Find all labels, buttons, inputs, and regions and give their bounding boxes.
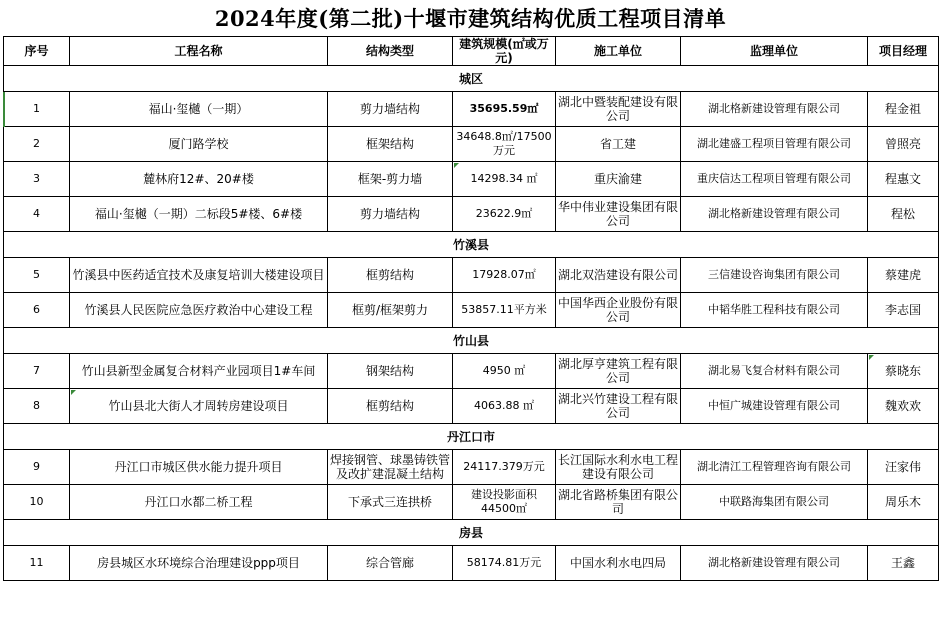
table-row: [4, 354, 939, 389]
cell-manager[interactable]: 周乐木: [868, 485, 939, 520]
cell-builder[interactable]: 湖北兴竹建设工程有限公司: [556, 389, 681, 424]
cell-builder[interactable]: 省工建: [556, 127, 681, 162]
cell-builder[interactable]: 中国华西企业股份有限公司: [556, 293, 681, 328]
cell-builder[interactable]: 华中伟业建设集团有限公司: [556, 197, 681, 232]
header-seq[interactable]: 序号: [4, 37, 70, 66]
cell-builder[interactable]: 重庆渝建: [556, 162, 681, 197]
table-row: [4, 258, 939, 293]
cell-seq[interactable]: 8: [4, 389, 70, 424]
cell-builder[interactable]: 湖北厚亨建筑工程有限公司: [556, 354, 681, 389]
section-label[interactable]: 丹江口市: [4, 424, 939, 450]
cell-structure[interactable]: 钢架结构: [328, 354, 453, 389]
cell-seq[interactable]: 2: [4, 127, 70, 162]
cell-structure[interactable]: 框剪结构: [328, 258, 453, 293]
cell-structure[interactable]: 框架结构: [328, 127, 453, 162]
section-row: [4, 520, 939, 546]
cell-structure[interactable]: 剪力墙结构: [328, 92, 453, 127]
cell-name[interactable]: 竹溪县人民医院应急医疗救治中心建设工程: [70, 293, 328, 328]
table-row: [4, 450, 939, 485]
section-label[interactable]: 竹山县: [4, 328, 939, 354]
cell-supervisor[interactable]: 湖北格新建设管理有限公司: [681, 546, 868, 581]
project-table: [3, 36, 939, 581]
header-scale[interactable]: 建筑规模(㎡或万元): [453, 37, 556, 66]
cell-scale[interactable]: 58174.81万元: [453, 546, 556, 581]
cell-manager[interactable]: 王鑫: [868, 546, 939, 581]
header-supervisor[interactable]: 监理单位: [681, 37, 868, 66]
cell-seq[interactable]: 1: [4, 92, 70, 127]
cell-name[interactable]: 丹江口水都二桥工程: [70, 485, 328, 520]
header-builder[interactable]: 施工单位: [556, 37, 681, 66]
selection-indicator: [3, 92, 5, 127]
cell-builder[interactable]: 长江国际水利水电工程建设有限公司: [556, 450, 681, 485]
cell-supervisor[interactable]: 湖北建盛工程项目管理有限公司: [681, 127, 868, 162]
cell-scale[interactable]: 53857.11平方米: [453, 293, 556, 328]
table-row: [4, 485, 939, 520]
section-label[interactable]: 竹溪县: [4, 232, 939, 258]
comment-marker-icon: [869, 355, 874, 360]
header-name[interactable]: 工程名称: [70, 37, 328, 66]
comment-marker-icon: [71, 390, 76, 395]
section-label[interactable]: 房县: [4, 520, 939, 546]
cell-supervisor[interactable]: 中恒广城建设管理有限公司: [681, 389, 868, 424]
cell-scale[interactable]: 14298.34 ㎡: [453, 162, 556, 197]
cell-name[interactable]: 竹山县北大街人才周转房建设项目: [70, 389, 328, 424]
cell-name[interactable]: 房县城区水环境综合治理建设ppp项目: [70, 546, 328, 581]
cell-manager[interactable]: 蔡建虎: [868, 258, 939, 293]
table-row: [4, 197, 939, 232]
cell-name[interactable]: 麓林府12#、20#楼: [70, 162, 328, 197]
cell-structure[interactable]: 框架-剪力墙: [328, 162, 453, 197]
cell-seq[interactable]: 6: [4, 293, 70, 328]
section-row: [4, 232, 939, 258]
cell-name[interactable]: 丹江口市城区供水能力提升项目: [70, 450, 328, 485]
cell-structure[interactable]: 下承式三连拱桥: [328, 485, 453, 520]
table-row: [4, 546, 939, 581]
cell-builder[interactable]: 湖北省路桥集团有限公司: [556, 485, 681, 520]
cell-supervisor[interactable]: 湖北格新建设管理有限公司: [681, 197, 868, 232]
table-row: [4, 293, 939, 328]
cell-supervisor[interactable]: 重庆信达工程项目管理有限公司: [681, 162, 868, 197]
cell-structure[interactable]: 综合管廊: [328, 546, 453, 581]
cell-scale[interactable]: 23622.9㎡: [453, 197, 556, 232]
section-label[interactable]: 城区: [4, 66, 939, 92]
section-row: [4, 424, 939, 450]
cell-name[interactable]: 竹山县新型金属复合材料产业园项目1#车间: [70, 354, 328, 389]
cell-supervisor[interactable]: 湖北格新建设管理有限公司: [681, 92, 868, 127]
cell-manager[interactable]: 魏欢欢: [868, 389, 939, 424]
table-row: [4, 389, 939, 424]
cell-scale[interactable]: 4063.88 ㎡: [453, 389, 556, 424]
header-structure[interactable]: 结构类型: [328, 37, 453, 66]
cell-structure[interactable]: 焊接钢管、球墨铸铁管及改扩建混凝土结构: [328, 450, 453, 485]
cell-supervisor[interactable]: 湖北易飞复合材料有限公司: [681, 354, 868, 389]
table-row: [4, 92, 939, 127]
section-row: [4, 66, 939, 92]
cell-scale[interactable]: 24117.379万元: [453, 450, 556, 485]
cell-supervisor[interactable]: 中联路海集团有限公司: [681, 485, 868, 520]
cell-name[interactable]: 福山·玺樾（一期）: [70, 92, 328, 127]
cell-manager[interactable]: 李志国: [868, 293, 939, 328]
cell-manager[interactable]: 蔡晓东: [868, 354, 939, 389]
table-row: [4, 162, 939, 197]
cell-manager[interactable]: 曾照亮: [868, 127, 939, 162]
cell-supervisor[interactable]: 中韬华胜工程科技有限公司: [681, 293, 868, 328]
cell-scale[interactable]: 17928.07㎡: [453, 258, 556, 293]
table-row: [4, 127, 939, 162]
cell-seq[interactable]: 9: [4, 450, 70, 485]
cell-structure[interactable]: 框剪结构: [328, 389, 453, 424]
cell-structure[interactable]: 框剪/框架剪力: [328, 293, 453, 328]
cell-scale[interactable]: 34648.8㎡/17500万元: [453, 127, 556, 162]
cell-name[interactable]: 竹溪县中医药适宜技术及康复培训大楼建设项目: [70, 258, 328, 293]
header-manager[interactable]: 项目经理: [868, 37, 939, 66]
cell-scale[interactable]: 35695.59㎡: [453, 92, 556, 127]
section-row: [4, 328, 939, 354]
cell-name[interactable]: 福山·玺樾（一期）二标段5#楼、6#楼: [70, 197, 328, 232]
cell-supervisor[interactable]: 湖北清江工程管理咨询有限公司: [681, 450, 868, 485]
cell-name[interactable]: 厦门路学校: [70, 127, 328, 162]
cell-seq[interactable]: 10: [4, 485, 70, 520]
cell-manager[interactable]: 程松: [868, 197, 939, 232]
comment-marker-icon: [454, 163, 459, 168]
cell-manager[interactable]: 汪家伟: [868, 450, 939, 485]
header-row: [4, 37, 939, 66]
cell-seq[interactable]: 11: [4, 546, 70, 581]
sheet-title: 2024年度(第二批)十堰市建筑结构优质工程项目清单: [214, 6, 727, 31]
cell-seq[interactable]: 7: [4, 354, 70, 389]
cell-manager[interactable]: 程惠文: [868, 162, 939, 197]
cell-scale[interactable]: 建设投影面积44500㎡: [453, 485, 556, 520]
cell-structure[interactable]: 剪力墙结构: [328, 197, 453, 232]
cell-supervisor[interactable]: 三信建设咨询集团有限公司: [681, 258, 868, 293]
cell-builder[interactable]: 湖北中暨装配建设有限公司: [556, 92, 681, 127]
cell-seq[interactable]: 4: [4, 197, 70, 232]
cell-builder[interactable]: 湖北双浩建设有限公司: [556, 258, 681, 293]
cell-seq[interactable]: 3: [4, 162, 70, 197]
cell-manager[interactable]: 程金祖: [868, 92, 939, 127]
cell-builder[interactable]: 中国水利水电四局: [556, 546, 681, 581]
cell-scale[interactable]: 4950 ㎡: [453, 354, 556, 389]
cell-seq[interactable]: 5: [4, 258, 70, 293]
